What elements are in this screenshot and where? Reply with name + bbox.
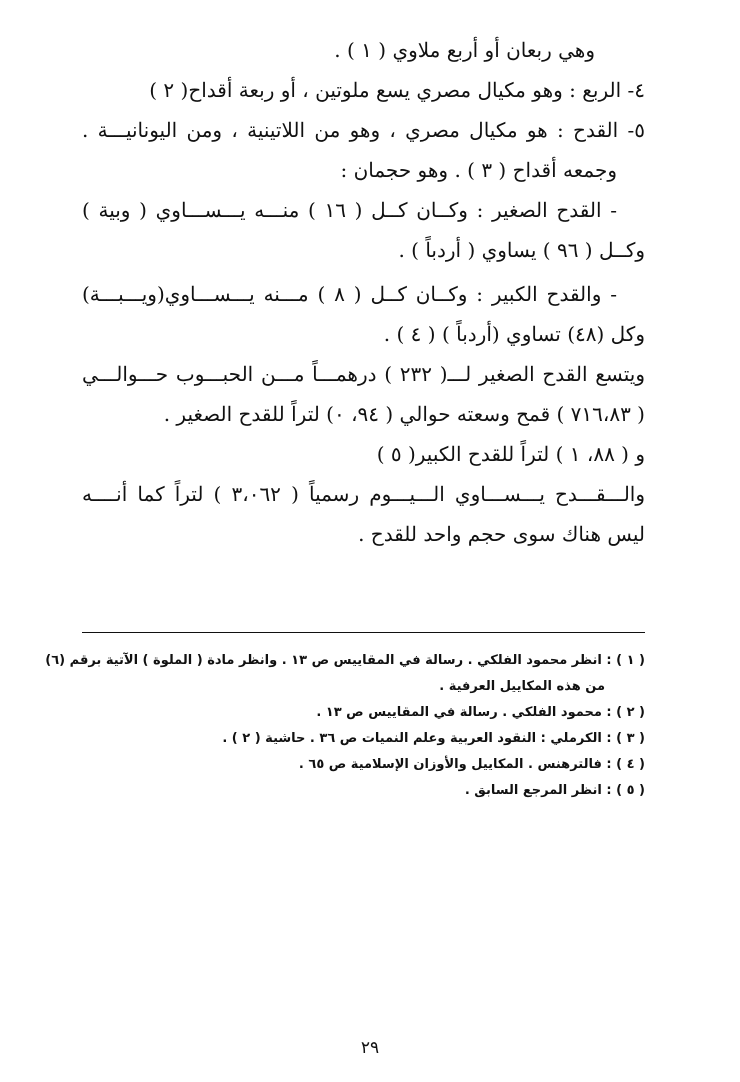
footnote-5: ( ٥ ) : انظر المرجع السابق . [464,783,645,798]
footnote-1-continuation: من هذه المكاييل العرفية . [439,679,605,694]
body-line: ويتسع القدح الصغير لـــ( ٢٣٢ ) درهمـــاً مـــن الحبـــوب حـــوالـــي [82,362,645,386]
body-text [82,30,645,554]
page-number: ٢٩ [360,1038,380,1058]
footnotes [45,648,645,804]
footnote-2: ( ٢ ) : محمود الفلكي . رسالة في المقاييس ص ١٣ . [316,705,645,720]
footnote-3: ( ٣ ) : الكرملي : النقود العربية وعلم النميات ص ٣٦ . حاشية ( ٢ ) . [222,731,645,746]
footnote-1: ( ١ ) : انظر محمود الفلكي . رسالة في المقاييس ص ١٣ . وانظر مادة ( الملوة ) الآتية برقم (٦) [45,653,645,668]
body-line: - والقدح الكبير : وكــان كــل ( ٨ ) مـــنه يـــســـاوي(ويـــبـــة) [82,282,617,306]
body-line: - القدح الصغير : وكــان كــل ( ١٦ ) منـــه يـــســـاوي ( وبية ) [82,198,617,222]
body-line: ٥- القدح : هو مكيال مصري ، وهو من اللاتينية ، ومن اليونانيـــة . [82,118,645,142]
body-line: ( ٧١٦،٨٣ ) قمح وسعته حوالي ( ٩٤، ٠) لتراً للقدح الصغير . [163,402,645,426]
body-line: و ( ٨٨، ١ ) لتراً للقدح الكبير( ٥ ) [376,442,645,466]
body-line: وهي ربعان أو أربع ملاوي ( ١ ) . [334,38,595,62]
body-line: وكل (٤٨) تساوي (أردباً ) ( ٤ ) . [383,322,645,346]
footnote-separator [82,632,645,633]
body-line: وجمعه أقداح ( ٣ ) . وهو حجمان : [340,158,617,182]
body-line: والـــقـــدح يـــســـاوي الـــيـــوم رسمياً ( ٣،٠٦٢ ) لتراً كما أنــــه [82,482,645,506]
body-line: ٤- الربع : وهو مكيال مصري يسع ملوتين ، أو ربعة أقداح( ٢ ) [149,78,645,102]
footnote-4: ( ٤ ) : فالترهنس . المكاييل والأوزان الإسلامية ص ٦٥ . [298,757,645,772]
body-line: ليس هناك سوى حجم واحد للقدح . [358,522,645,546]
body-line: وكــل ( ٩٦ ) يساوي ( أردباً ) . [398,238,645,262]
